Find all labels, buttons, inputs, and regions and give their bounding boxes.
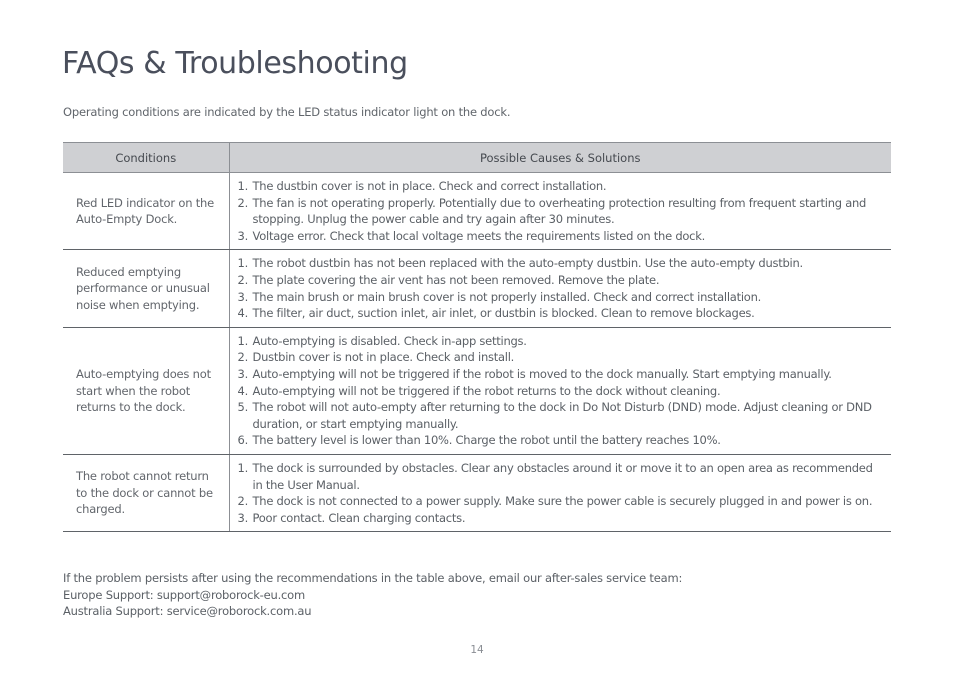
solution-number: 4.	[237, 306, 248, 321]
condition-cell: The robot cannot return to the dock or cannot be charged.	[63, 454, 229, 531]
solution-item	[238, 305, 886, 322]
solution-text: The dock is not connected to a power supply. Make sure the power cable is securely plugged in and power is on.	[252, 494, 873, 509]
solution-item	[238, 460, 886, 493]
table-header-row	[63, 143, 891, 173]
solution-number: 1.	[237, 333, 248, 348]
header-causes-solutions: Possible Causes & Solutions	[229, 143, 891, 173]
solution-item	[238, 178, 886, 195]
table-row	[63, 327, 891, 454]
solution-text: Voltage error. Check that local voltage meets the requirements listed on the dock.	[252, 228, 706, 243]
solution-item	[238, 272, 886, 289]
table-body	[63, 173, 891, 532]
solutions-cell	[229, 173, 891, 250]
solution-item	[238, 255, 886, 272]
solution-item	[238, 349, 886, 366]
solution-item	[238, 383, 886, 400]
support-note: If the problem persists after using the recommendations in the table above, email our after-sales service team:	[63, 571, 683, 585]
solution-text: Auto-emptying is disabled. Check in-app settings.	[252, 333, 527, 348]
solutions-cell	[229, 250, 891, 327]
solution-item	[238, 510, 886, 527]
solution-text: The dustbin cover is not in place. Check and correct installation.	[252, 179, 607, 193]
solutions-list	[238, 460, 886, 526]
solution-text: Auto-emptying will not be triggered if the robot is moved to the dock manually. Start emptying manually.	[252, 366, 832, 381]
europe-support: Europe Support: support@roborock-eu.com	[63, 587, 306, 602]
page-title: FAQs & Troubleshooting	[62, 46, 408, 81]
solution-item	[238, 333, 886, 350]
solution-item	[238, 399, 886, 432]
page-number: 14	[470, 644, 484, 656]
solution-text: The plate covering the air vent has not been removed. Remove the plate.	[252, 272, 660, 287]
condition-cell: Reduced emptying performance or unusual noise when emptying.	[63, 250, 229, 327]
table-row	[63, 250, 891, 327]
solution-text: The robot will not auto-empty after returning to the dock in Do Not Disturb (DND) mode. Adjust cleaning or DND duration, or start emptying manually.	[252, 400, 872, 431]
solutions-cell	[229, 327, 891, 454]
solution-text: Poor contact. Clean charging contacts.	[252, 510, 466, 525]
solution-number: 1.	[237, 256, 248, 271]
solution-text: Dustbin cover is not in place. Check and install.	[252, 350, 515, 365]
solution-item	[238, 289, 886, 306]
solutions-list	[238, 255, 886, 321]
header-conditions: Conditions	[63, 143, 229, 173]
solution-number: 1.	[237, 179, 248, 193]
solution-item	[238, 366, 886, 383]
condition-cell: Auto-emptying does not start when the robot returns to the dock.	[63, 327, 229, 454]
solution-number: 3.	[237, 228, 248, 243]
solution-number: 1.	[237, 460, 248, 475]
troubleshooting-table	[63, 142, 891, 532]
support-info	[63, 570, 682, 620]
solution-number: 4.	[237, 383, 248, 398]
solution-text: The main brush or main brush cover is not properly installed. Check and correct installation.	[252, 289, 762, 304]
solution-text: The fan is not operating properly. Potentially due to overheating protection resulting from frequent starting and stopping. Unplug the power cable and try again after 30 minutes.	[252, 195, 867, 227]
solution-number: 2.	[237, 272, 248, 287]
solution-text: The filter, air duct, suction inlet, air inlet, or dustbin is blocked. Clean to remove blockages.	[252, 306, 755, 321]
solution-number: 6.	[237, 433, 248, 448]
solution-number: 3.	[237, 510, 248, 525]
solution-item	[238, 432, 886, 449]
solutions-cell	[229, 454, 891, 531]
solution-number: 3.	[237, 366, 248, 381]
solution-number: 5.	[237, 400, 248, 415]
table-row	[63, 454, 891, 531]
australia-support: Australia Support: service@roborock.com.au	[63, 604, 312, 619]
solution-text: The battery level is lower than 10%. Charge the robot until the battery reaches 10%.	[252, 433, 721, 448]
solution-item	[238, 228, 886, 245]
solution-text: The dock is surrounded by obstacles. Clear any obstacles around it or move it to an open area as recommended in the User Manual.	[252, 460, 873, 492]
intro-text: Operating conditions are indicated by the LED status indicator light on the dock.	[63, 105, 511, 119]
solutions-list	[238, 178, 886, 244]
solution-number: 2.	[237, 195, 248, 210]
solution-text: Auto-emptying will not be triggered if the robot returns to the dock without cleaning.	[252, 383, 721, 398]
solution-item	[238, 493, 886, 510]
solution-text: The robot dustbin has not been replaced with the auto-empty dustbin. Use the auto-empty dustbin.	[252, 256, 803, 271]
solution-number: 2.	[237, 494, 248, 509]
solution-number: 3.	[237, 289, 248, 304]
condition-cell: Red LED indicator on the Auto-Empty Dock.	[63, 173, 229, 250]
solution-item	[238, 195, 886, 228]
table-row	[63, 173, 891, 250]
solutions-list	[238, 333, 886, 449]
solution-number: 2.	[237, 350, 248, 365]
